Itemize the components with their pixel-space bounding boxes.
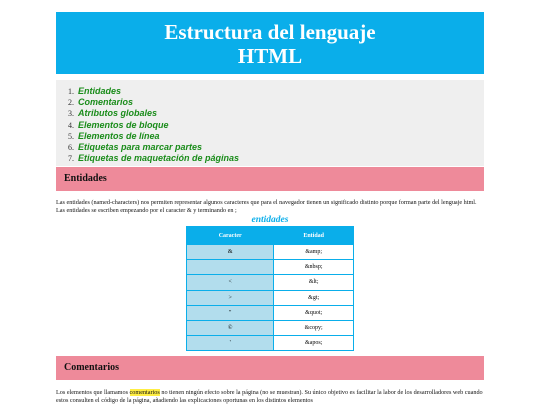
comentarios-text-after: no tienen ningún efecto sobre la página (no se muestran). Su único objetivo es facilitar la labor de los desarrolladores web cuando estos consulten el código de la página, añadiendo las explicaciones oportunas en los distintos elementos — [56, 389, 483, 404]
table-row — [187, 245, 354, 260]
entidad-cell: &lt; — [274, 275, 354, 290]
caracter-cell: ' — [187, 336, 274, 351]
table-of-contents — [56, 80, 484, 166]
entidad-cell: &copy; — [274, 320, 354, 335]
toc-link-maquetacion[interactable]: Etiquetas de maquetación de páginas — [78, 153, 240, 164]
entidades-paragraph: Las entidades (named-characters) nos permiten representar algunos caracteres que para el navegador tienen un significado distinto porque forman parte del lenguaje html. Las entidades se escriben empezando por el caracter & y terminando en ; — [56, 199, 477, 214]
table-row — [187, 260, 354, 275]
section-heading-comentarios: Comentarios — [56, 356, 484, 380]
page-title-line2: HTML — [237, 44, 303, 68]
table-row — [187, 275, 354, 290]
table-header-row — [187, 227, 354, 245]
comentarios-highlight: comentarios — [129, 389, 160, 396]
table-row — [187, 305, 354, 320]
table-row — [187, 290, 354, 305]
toc-link-comentarios[interactable]: Comentarios — [78, 97, 134, 108]
toc-item — [76, 97, 484, 108]
toc-item — [76, 108, 484, 119]
toc-item — [76, 131, 484, 142]
section-heading-entidades: Entidades — [56, 167, 484, 191]
page-header — [56, 12, 484, 74]
caracter-cell: © — [187, 320, 274, 335]
toc-item — [76, 153, 484, 164]
entidad-cell: &amp; — [274, 245, 354, 260]
caracter-cell: " — [187, 305, 274, 320]
entidad-cell: &gt; — [274, 290, 354, 305]
toc-item — [76, 120, 484, 131]
table-row — [187, 336, 354, 351]
caracter-cell: < — [187, 275, 274, 290]
entidades-table — [186, 226, 354, 351]
toc-link-bloque[interactable]: Elementos de bloque — [78, 119, 169, 130]
comentarios-text-before: Los elementos que llamamos — [56, 389, 130, 396]
column-header-entidad: Entidad — [274, 227, 354, 245]
entidad-cell: &quot; — [274, 305, 354, 320]
table-row — [187, 320, 354, 335]
entidades-table-title: entidades — [251, 215, 289, 225]
comentarios-paragraph — [56, 389, 484, 405]
toc-link-entidades[interactable]: Entidades — [78, 86, 122, 96]
caracter-cell: > — [187, 290, 274, 305]
toc-link-linea[interactable]: Elementos de línea — [78, 130, 160, 141]
entidad-cell: &nbsp; — [274, 260, 354, 275]
toc-link-atributos[interactable]: Atributos globales — [78, 108, 158, 119]
page-title-line1: Estructura del lenguaje — [164, 20, 376, 44]
caracter-cell: & — [187, 245, 274, 260]
column-header-caracter: Caracter — [187, 227, 274, 245]
toc-item — [76, 86, 484, 97]
caracter-cell — [187, 260, 274, 275]
entidad-cell: &apos; — [274, 336, 354, 351]
toc-item — [76, 142, 484, 153]
toc-list — [56, 86, 484, 164]
toc-link-partes[interactable]: Etiquetas para marcar partes — [78, 142, 203, 153]
